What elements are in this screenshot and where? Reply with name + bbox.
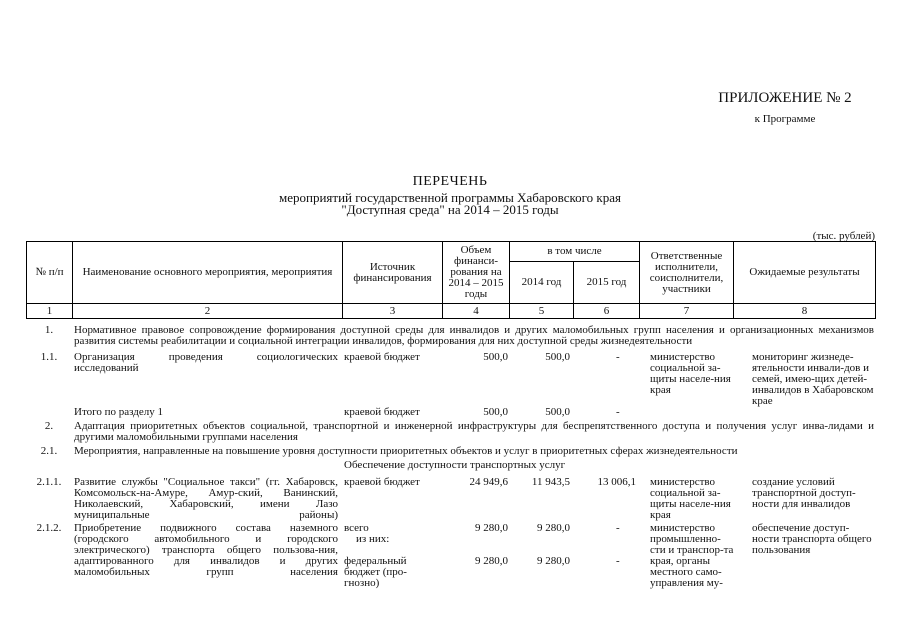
col-number: 1 <box>27 304 73 319</box>
subheading: Обеспечение доступности транспортных услуг <box>344 459 566 471</box>
annex-block <box>700 90 870 125</box>
row-2015: - <box>616 522 620 534</box>
section-text: Мероприятия, направленные на повышение уровня доступности приоритетных объектов и услуг в приоритетных сферах жизнедеятельности <box>74 445 738 457</box>
header-2014: 2014 год <box>510 262 574 304</box>
row-responsible: министерство социальной за-щиты населе-ния края <box>650 476 731 521</box>
header-volume: Объем финанси-рования на 2014 – 2015 годы <box>443 242 510 304</box>
row-number: 2. <box>44 420 54 432</box>
col-number: 5 <box>510 304 574 319</box>
header-num: № п/п <box>27 242 73 304</box>
row-name: Развитие службы "Социальное такси" (гг. Хабаровск, Комсомольск-на-Амуре, Амур-ский, Ванинский, Николаевский, Хабаровский, имени Лазо муниципальные районы) <box>74 476 338 521</box>
row-source: краевой бюджет <box>344 476 420 488</box>
row-number: 1. <box>44 324 54 336</box>
table-row <box>26 458 875 473</box>
header-result: Ожидаемые результаты <box>734 242 876 304</box>
annex-title: ПРИЛОЖЕНИЕ № 2 <box>718 90 852 106</box>
section-text: Адаптация приоритетных объектов социальной, транспортной и инженерной инфраструктуры для беспрепятственного доступа и получения услуг инва-лидами и другими маломобильными группами населения <box>74 420 874 443</box>
row-volume: 24 949,6 <box>469 476 508 488</box>
row-2014: 500,0 <box>545 351 570 363</box>
header-incl: в том числе <box>510 242 640 262</box>
row-number: 1.1. <box>40 351 58 363</box>
table-header <box>26 241 876 319</box>
header-2015: 2015 год <box>574 262 640 304</box>
col-number: 8 <box>734 304 876 319</box>
table-row <box>26 443 875 458</box>
row-volume: 500,0 <box>483 406 508 418</box>
row-2015: 13 006,1 <box>597 476 636 488</box>
row-volume: 9 280,0 <box>475 522 508 534</box>
row-2014: 9 280,0 <box>537 555 570 567</box>
table-row <box>26 519 875 589</box>
table-row <box>26 322 875 348</box>
table-row <box>26 348 875 407</box>
row-responsible: министерство социальной за-щиты населе-ния края <box>650 351 731 396</box>
row-2014: 9 280,0 <box>537 522 570 534</box>
row-source: краевой бюджет <box>344 406 420 418</box>
row-source-total: всего <box>344 522 369 534</box>
document-heading <box>200 176 700 216</box>
row-source-of-which: из них: <box>356 533 390 545</box>
total-label: Итого по разделу 1 <box>74 406 163 418</box>
section-text: Нормативное правовое сопровождение формирования доступной среды для инвалидов и других маломобильных групп населения и организационных механизмов развития системы реабилитации и социальной интеграции инвалидов, формирования для них доступной среды жизнедеятельности <box>74 324 874 347</box>
row-source: краевой бюджет <box>344 351 420 363</box>
row-result: создание условий транспортной доступ-ности для инвалидов <box>752 476 856 510</box>
heading-line1: мероприятий государственной программы Хабаровского края <box>279 190 621 205</box>
row-name: Организация проведения социологических исследований <box>74 351 338 374</box>
col-number: 6 <box>574 304 640 319</box>
row-result: мониторинг жизнеде-ятельности инвали-дов и семей, имею-щих детей-инвалидов в Хабаровском крае <box>752 351 874 407</box>
table-row <box>26 473 875 519</box>
row-volume: 9 280,0 <box>475 555 508 567</box>
row-result: обеспечение доступ-ности транспорта общего пользования <box>752 522 872 556</box>
row-source-federal: федеральный бюджет (про-гнозно) <box>344 555 407 589</box>
row-2015: - <box>616 406 620 418</box>
heading-title: ПЕРЕЧЕНЬ <box>412 174 488 189</box>
annex-subtitle: к Программе <box>754 113 816 125</box>
col-number: 2 <box>73 304 343 319</box>
row-number: 2.1.2. <box>36 522 62 534</box>
table-body <box>26 322 875 589</box>
table-row <box>26 418 875 443</box>
col-number: 4 <box>443 304 510 319</box>
header-source: Источник финансирования <box>343 242 443 304</box>
row-2015: - <box>616 351 620 363</box>
row-2015: - <box>616 555 620 567</box>
row-2014: 11 943,5 <box>531 476 570 488</box>
row-name: Приобретение подвижного состава наземного (городского автомобильного и городского электрического) транспорта общего пользова-ния, адаптированного для инвалидов и других маломобильных групп населения <box>74 522 338 578</box>
col-number: 3 <box>343 304 443 319</box>
row-number: 2.1.1. <box>36 476 62 488</box>
row-volume: 500,0 <box>483 351 508 363</box>
units-label: (тыс. рублей) <box>812 230 875 242</box>
table-row <box>26 404 875 418</box>
header-resp: Ответственные исполнители, соисполнители, участники <box>640 242 734 304</box>
header-name: Наименование основного мероприятия, мероприятия <box>73 242 343 304</box>
row-number: 2.1. <box>40 445 58 457</box>
row-responsible: министерство промышленно-сти и транспор-та края, органы местного само-управления му- <box>650 522 734 589</box>
heading-line2: "Доступная среда" на 2014 – 2015 годы <box>341 202 559 217</box>
row-2014: 500,0 <box>545 406 570 418</box>
col-number: 7 <box>640 304 734 319</box>
